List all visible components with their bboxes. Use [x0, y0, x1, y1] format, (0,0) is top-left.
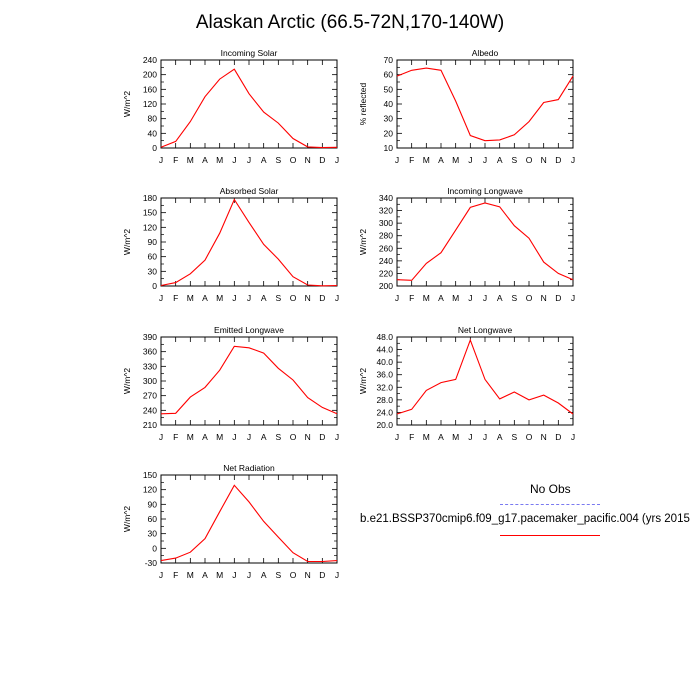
y-tick-label: 200: [142, 69, 157, 80]
x-tick-label: S: [275, 155, 282, 165]
x-tick-label: F: [409, 432, 415, 442]
x-tick-label: J: [468, 293, 473, 303]
series-line: [397, 68, 573, 141]
y-tick-label: 30: [383, 113, 393, 124]
y-tick-label: 30: [147, 266, 157, 277]
chart-panel: [358, 186, 575, 303]
chart-panel: [122, 463, 339, 580]
legend-obs-line: [500, 504, 600, 505]
plot-frame: [161, 475, 337, 563]
x-tick-label: J: [232, 293, 237, 303]
chart-panel: [358, 48, 575, 165]
y-tick-label: 80: [147, 113, 157, 124]
x-tick-label: J: [570, 293, 576, 303]
x-tick-label: S: [511, 432, 518, 442]
y-tick-label: 40: [147, 128, 157, 139]
legend-model-line: [500, 535, 600, 536]
x-tick-label: D: [319, 570, 326, 580]
y-tick-label: 150: [142, 207, 157, 218]
x-tick-label: J: [394, 293, 400, 303]
x-tick-label: A: [438, 155, 444, 165]
y-tick-label: 44.0: [376, 344, 393, 355]
series-line: [397, 340, 573, 414]
x-tick-label: S: [511, 293, 518, 303]
panel-title: Incoming Longwave: [447, 186, 523, 196]
x-tick-label: O: [525, 155, 533, 165]
x-tick-label: J: [158, 570, 164, 580]
y-tick-label: 60: [147, 514, 157, 524]
x-tick-label: J: [158, 432, 164, 442]
x-tick-label: J: [394, 432, 400, 442]
y-tick-label: 40: [383, 99, 393, 109]
x-tick-label: O: [289, 570, 297, 580]
x-tick-label: J: [468, 155, 473, 165]
y-tick-label: 24.0: [376, 407, 393, 418]
x-tick-label: A: [496, 293, 503, 303]
chart-panel: [122, 186, 339, 303]
x-tick-label: D: [319, 432, 326, 442]
y-tick-label: 240: [142, 55, 157, 65]
y-axis-label: W/m^2: [122, 505, 132, 533]
legend-model-label: b.e21.BSSP370cmip6.f09_g17.pacemaker_pacific.004 (yrs 2015: [360, 513, 690, 525]
x-tick-label: J: [246, 432, 252, 442]
x-tick-label: A: [202, 293, 208, 303]
y-tick-label: 200: [378, 281, 393, 291]
x-tick-label: A: [260, 155, 267, 165]
x-tick-label: J: [246, 570, 252, 580]
legend-obs-label: No Obs: [530, 482, 571, 496]
x-tick-label: A: [496, 155, 503, 165]
x-tick-label: J: [468, 432, 473, 442]
x-tick-label: M: [186, 293, 194, 303]
panel-title: Albedo: [471, 48, 499, 58]
y-tick-label: 360: [142, 346, 157, 357]
x-tick-label: J: [482, 293, 488, 303]
y-tick-label: 280: [378, 230, 393, 241]
y-tick-label: 180: [142, 193, 157, 203]
y-axis-label: W/m^2: [358, 228, 368, 256]
panel-title: Absorbed Solar: [219, 186, 279, 196]
x-tick-label: O: [289, 432, 297, 442]
y-tick-label: 30: [147, 528, 157, 539]
x-tick-label: A: [260, 570, 267, 580]
panel-title: Net Longwave: [457, 325, 513, 335]
y-tick-label: 160: [142, 84, 157, 95]
x-tick-label: A: [260, 432, 267, 442]
x-tick-label: M: [452, 155, 460, 165]
series-line: [161, 485, 337, 561]
y-tick-label: 390: [142, 332, 157, 342]
y-tick-label: 28.0: [376, 394, 393, 405]
x-tick-label: A: [202, 155, 208, 165]
x-tick-label: M: [186, 155, 194, 165]
y-tick-label: 120: [142, 484, 157, 495]
y-tick-label: 320: [378, 205, 393, 216]
y-tick-label: 60: [383, 69, 393, 80]
y-tick-label: 10: [383, 143, 393, 153]
plot-frame: [397, 198, 573, 286]
y-tick-label: 340: [378, 193, 393, 203]
x-tick-label: M: [216, 155, 224, 165]
y-tick-label: 300: [378, 218, 393, 229]
y-tick-label: 32.0: [376, 382, 393, 393]
y-tick-label: 20: [383, 128, 393, 139]
x-tick-label: M: [422, 432, 430, 442]
y-tick-label: 300: [142, 376, 157, 386]
y-tick-label: -30: [144, 558, 157, 568]
series-line: [161, 200, 337, 286]
x-tick-label: A: [496, 432, 503, 442]
y-tick-label: 120: [142, 222, 157, 233]
x-tick-label: M: [186, 432, 194, 442]
x-tick-label: J: [482, 432, 488, 442]
x-tick-label: D: [555, 155, 562, 165]
x-tick-label: S: [275, 293, 282, 303]
x-tick-label: M: [216, 293, 224, 303]
x-tick-label: A: [202, 570, 208, 580]
y-tick-label: 220: [378, 268, 393, 279]
x-tick-label: D: [555, 293, 562, 303]
y-tick-label: 20.0: [376, 420, 393, 430]
y-axis-label: W/m^2: [122, 90, 132, 118]
x-tick-label: J: [570, 432, 576, 442]
x-tick-label: A: [202, 432, 208, 442]
x-tick-label: M: [216, 570, 224, 580]
y-tick-label: 0: [152, 543, 157, 554]
y-tick-label: 70: [383, 55, 393, 65]
x-tick-label: N: [540, 293, 547, 303]
x-tick-label: F: [173, 155, 179, 165]
x-tick-label: J: [232, 155, 237, 165]
x-tick-label: D: [319, 155, 326, 165]
x-tick-label: M: [422, 293, 430, 303]
x-tick-label: F: [173, 570, 179, 580]
y-tick-label: 90: [147, 237, 157, 247]
series-line: [161, 69, 337, 147]
y-tick-label: 40.0: [376, 357, 393, 368]
x-tick-label: A: [438, 293, 444, 303]
x-tick-label: J: [334, 570, 340, 580]
x-tick-label: O: [525, 293, 533, 303]
legend: [360, 482, 700, 552]
plot-frame: [397, 337, 573, 425]
x-tick-label: M: [452, 293, 460, 303]
y-tick-label: 120: [142, 99, 157, 109]
x-tick-label: N: [540, 432, 547, 442]
x-tick-label: M: [452, 432, 460, 442]
x-tick-label: N: [304, 293, 311, 303]
x-tick-label: S: [275, 432, 282, 442]
y-axis-label: % reflected: [358, 82, 368, 126]
x-tick-label: A: [260, 293, 267, 303]
x-tick-label: N: [540, 155, 547, 165]
y-tick-label: 330: [142, 361, 157, 372]
x-tick-label: F: [173, 293, 179, 303]
x-tick-label: M: [422, 155, 430, 165]
x-tick-label: J: [246, 155, 252, 165]
x-tick-label: N: [304, 432, 311, 442]
x-tick-label: O: [525, 432, 533, 442]
panel-title: Emitted Longwave: [214, 325, 284, 335]
x-tick-label: J: [334, 155, 340, 165]
y-tick-label: 240: [378, 255, 393, 266]
series-line: [397, 203, 573, 280]
plot-frame: [397, 60, 573, 148]
y-tick-label: 48.0: [376, 332, 393, 342]
plot-frame: [161, 198, 337, 286]
x-tick-label: S: [511, 155, 518, 165]
plot-frame: [161, 337, 337, 425]
x-tick-label: J: [246, 293, 252, 303]
y-tick-label: 150: [142, 470, 157, 480]
y-tick-label: 270: [142, 390, 157, 401]
y-tick-label: 36.0: [376, 369, 393, 380]
y-axis-label: W/m^2: [358, 367, 368, 395]
y-tick-label: 240: [142, 405, 157, 416]
y-axis-label: W/m^2: [122, 367, 132, 395]
y-tick-label: 260: [378, 243, 393, 254]
y-tick-label: 0: [152, 143, 157, 153]
x-tick-label: N: [304, 570, 311, 580]
y-tick-label: 60: [147, 251, 157, 262]
y-tick-label: 0: [152, 281, 157, 291]
x-tick-label: F: [409, 155, 415, 165]
y-axis-label: W/m^2: [122, 228, 132, 256]
x-tick-label: J: [232, 570, 237, 580]
chart-panel: [358, 325, 575, 442]
x-tick-label: J: [394, 155, 400, 165]
y-tick-label: 90: [147, 499, 157, 510]
panel-title: Incoming Solar: [220, 48, 278, 58]
x-tick-label: A: [438, 432, 444, 442]
y-tick-label: 210: [142, 420, 157, 430]
plot-frame: [161, 60, 337, 148]
x-tick-label: N: [304, 155, 311, 165]
chart-panel: [122, 48, 339, 165]
x-tick-label: F: [409, 293, 415, 303]
figure-title: Alaskan Arctic (66.5-72N,170-140W): [195, 12, 505, 33]
x-tick-label: D: [319, 293, 326, 303]
x-tick-label: J: [334, 432, 340, 442]
x-tick-label: M: [216, 432, 224, 442]
x-tick-label: J: [570, 155, 576, 165]
x-tick-label: M: [186, 570, 194, 580]
series-line: [161, 346, 337, 414]
x-tick-label: O: [289, 155, 297, 165]
x-tick-label: J: [334, 293, 340, 303]
x-tick-label: O: [289, 293, 297, 303]
x-tick-label: F: [173, 432, 179, 442]
y-tick-label: 50: [383, 84, 393, 95]
x-tick-label: J: [482, 155, 488, 165]
chart-panel: [122, 325, 339, 442]
x-tick-label: J: [158, 155, 164, 165]
x-tick-label: J: [158, 293, 164, 303]
x-tick-label: S: [275, 570, 282, 580]
x-tick-label: J: [232, 432, 237, 442]
panel-title: Net Radiation: [223, 463, 275, 473]
x-tick-label: D: [555, 432, 562, 442]
